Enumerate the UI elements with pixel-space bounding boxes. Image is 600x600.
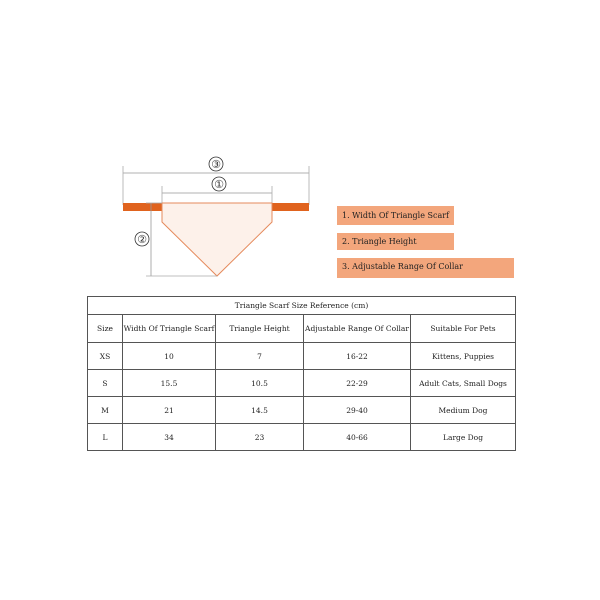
header-size: Size: [88, 315, 123, 343]
header-collar-range: Adjustable Range Of Collar: [304, 315, 411, 343]
cell-width: 21: [123, 397, 216, 424]
cell-size: XS: [88, 343, 123, 370]
cell-width: 34: [123, 424, 216, 451]
cell-size: S: [88, 370, 123, 397]
scarf-diagram: [0, 0, 600, 290]
table-row: [88, 370, 516, 397]
legend-item-height: 2. Triangle Height: [337, 233, 454, 250]
table-title-row: [88, 297, 516, 315]
cell-width: 15.5: [123, 370, 216, 397]
collar-bar-right: [272, 203, 309, 211]
table-row: [88, 424, 516, 451]
collar-number-label: ③: [211, 158, 221, 171]
cell-suitable-pets: Medium Dog: [411, 397, 516, 424]
height-number-label: ②: [137, 233, 147, 246]
size-reference-table: [87, 296, 516, 451]
cell-suitable-pets: Adult Cats, Small Dogs: [411, 370, 516, 397]
table-row: [88, 397, 516, 424]
table-header-row: [88, 315, 516, 343]
table-title: Triangle Scarf Size Reference (cm): [88, 297, 516, 315]
triangle-scarf: [162, 203, 272, 276]
cell-collar-range: 40-66: [304, 424, 411, 451]
cell-size: M: [88, 397, 123, 424]
cell-height: 7: [216, 343, 304, 370]
cell-height: 14.5: [216, 397, 304, 424]
table-row: [88, 343, 516, 370]
header-width: Width Of Triangle Scarf: [123, 315, 216, 343]
header-suitable-pets: Suitable For Pets: [411, 315, 516, 343]
width-number-label: ①: [214, 178, 224, 191]
cell-height: 23: [216, 424, 304, 451]
cell-size: L: [88, 424, 123, 451]
cell-suitable-pets: Kittens, Puppies: [411, 343, 516, 370]
cell-collar-range: 29-40: [304, 397, 411, 424]
header-height: Triangle Height: [216, 315, 304, 343]
cell-suitable-pets: Large Dog: [411, 424, 516, 451]
cell-collar-range: 16-22: [304, 343, 411, 370]
collar-bar-left: [123, 203, 163, 211]
legend-item-collar: 3. Adjustable Range Of Collar: [337, 258, 514, 278]
cell-width: 10: [123, 343, 216, 370]
cell-height: 10.5: [216, 370, 304, 397]
legend-item-width: 1. Width Of Triangle Scarf: [337, 206, 454, 225]
cell-collar-range: 22-29: [304, 370, 411, 397]
